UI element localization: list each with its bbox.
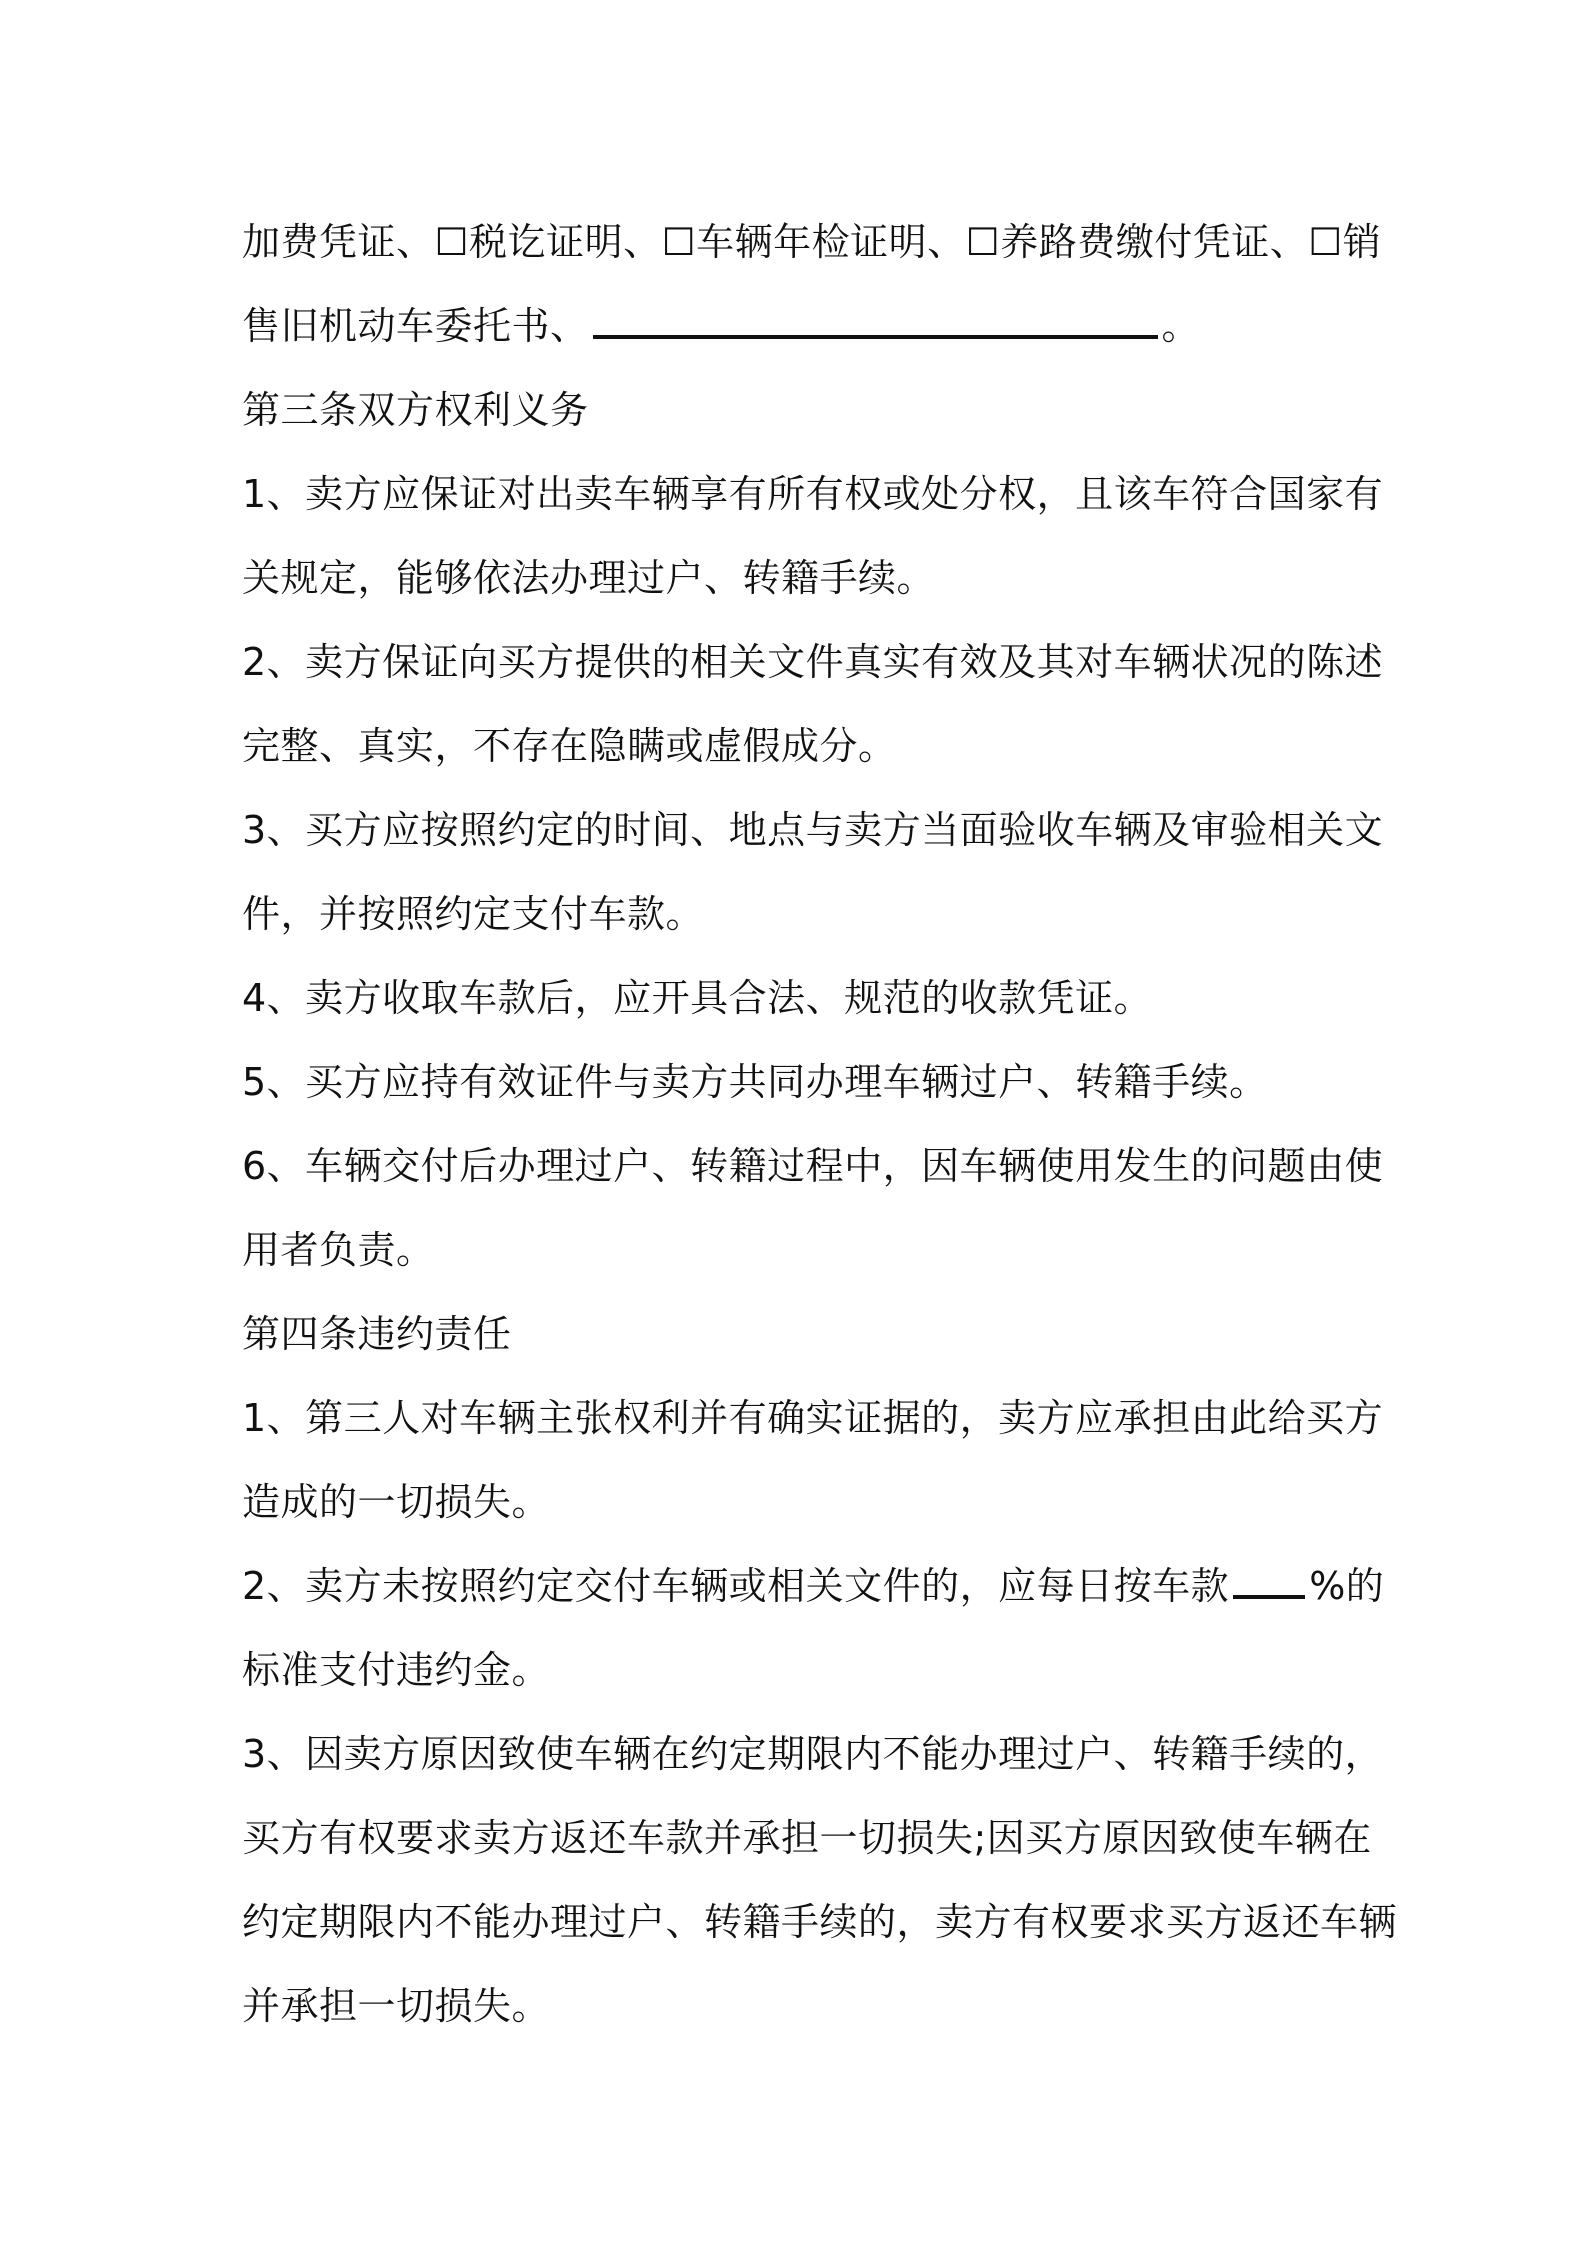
text: 件，并按照约定支付车款。: [242, 892, 705, 936]
text-line: [242, 1712, 1384, 1796]
text: 并承担一切损失。: [242, 1984, 551, 2028]
text-line: [242, 284, 1358, 368]
text: 造成的一切损失。: [242, 1480, 551, 1524]
text: 5、买方应持有效证件与卖方共同办理车辆过户、转籍手续。: [242, 1060, 1268, 1104]
text-line: [242, 620, 1384, 704]
text: 关规定，能够依法办理过户、转籍手续。: [242, 556, 936, 600]
text-line: [242, 452, 1384, 536]
text-line: [242, 788, 1384, 872]
text: 2、卖方保证向买方提供的相关文件真实有效及其对车辆状况的陈述: [242, 640, 1384, 684]
text: 约定期限内不能办理过户、转籍手续的，卖方有权要求买方返还车辆: [242, 1900, 1398, 1944]
text-line: [242, 956, 1358, 1040]
text-line: [242, 1964, 1358, 2048]
text-line: [242, 1880, 1398, 1964]
text-line: [242, 1460, 1358, 1544]
section-heading: [242, 1292, 1358, 1376]
text: 第三条双方权利义务: [242, 388, 589, 432]
text: 第四条违约责任: [242, 1312, 512, 1356]
text: 3、买方应按照约定的时间、地点与卖方当面验收车辆及审验相关文: [242, 808, 1384, 852]
text-line: [242, 536, 1358, 620]
text: 用者负责。: [242, 1228, 435, 1272]
text: 2、卖方未按照约定交付车辆或相关文件的，应每日按车款: [242, 1564, 1230, 1608]
text: 1、卖方应保证对出卖车辆享有所有权或处分权，且该车符合国家有: [242, 472, 1384, 516]
document-page: [242, 200, 1398, 2048]
text: 6、车辆交付后办理过户、转籍过程中，因车辆使用发生的问题由使: [242, 1144, 1384, 1188]
text-line: [242, 872, 1358, 956]
text-line: [242, 200, 1382, 284]
text-line: [242, 1628, 1358, 1712]
text: 加费凭证、☐税讫证明、☐车辆年检证明、☐养路费缴付凭证、☐销: [242, 220, 1382, 264]
text-line: [242, 1544, 1385, 1628]
text: 3、因卖方原因致使车辆在约定期限内不能办理过户、转籍手续的，: [242, 1732, 1384, 1776]
text-line: [242, 1796, 1372, 1880]
text: 1、第三人对车辆主张权利并有确实证据的，卖方应承担由此给买方: [242, 1396, 1384, 1440]
text: 售旧机动车委托书、: [242, 304, 589, 348]
text-line: [242, 1208, 1358, 1292]
text: 完整、真实，不存在隐瞒或虚假成分。: [242, 724, 897, 768]
text: 4、卖方收取车款后，应开具合法、规范的收款凭证。: [242, 976, 1153, 1020]
text: 。: [1161, 304, 1201, 348]
section-heading: [242, 368, 1358, 452]
text-line: [242, 1040, 1358, 1124]
text-line: [242, 704, 1358, 788]
text-line: [242, 1124, 1384, 1208]
fill-in-blank[interactable]: [593, 301, 1158, 339]
text: %的: [1309, 1564, 1385, 1608]
text: 买方有权要求卖方返还车款并承担一切损失;因买方原因致使车辆在: [242, 1816, 1372, 1860]
text: 标准支付违约金。: [242, 1648, 551, 1692]
text-line: [242, 1376, 1384, 1460]
fill-in-blank[interactable]: [1233, 1561, 1305, 1599]
